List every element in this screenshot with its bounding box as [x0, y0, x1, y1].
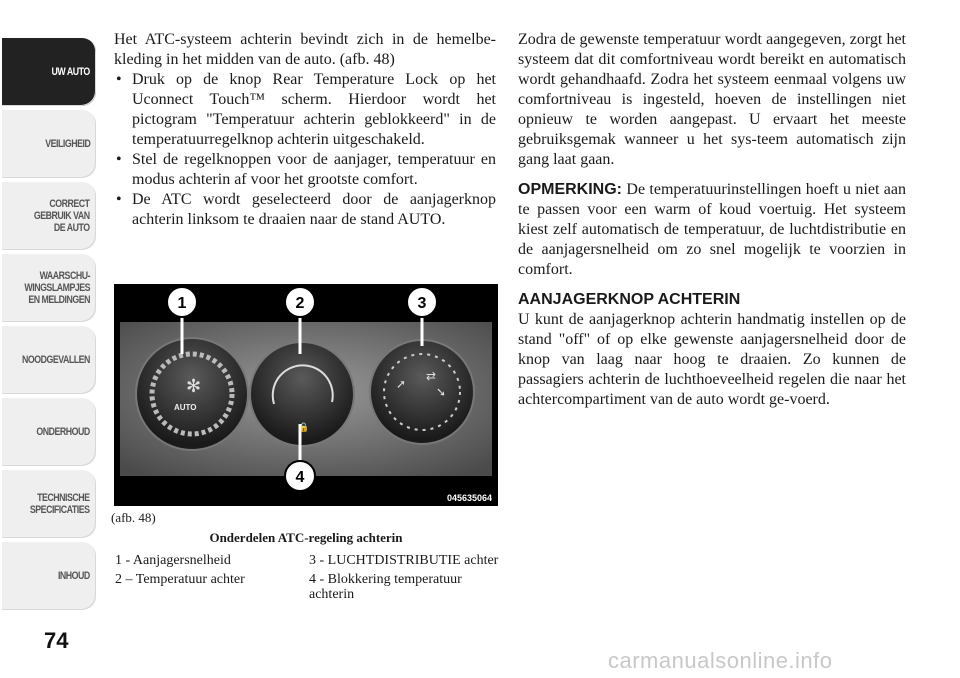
lock-icon: 🔒	[298, 423, 310, 433]
callout-number: 2	[295, 295, 305, 312]
watermark: carmanualsonline.info	[608, 648, 833, 673]
legend-entry: 4 - Blokkering temperatuur achterin	[309, 572, 462, 602]
airflow-icon: ➚	[396, 377, 407, 391]
figure-reference: (afb. 48)	[111, 510, 156, 525]
distribution-knob	[370, 340, 474, 444]
list-item: • Stel de regelknoppen voor de aanjager, temperatuur en modus achterin af voor het grootste comfort.	[114, 150, 496, 190]
tab-technische-specificaties[interactable]	[2, 470, 96, 538]
list-item: • De ATC wordt geselecteerd door de aanjagerknop achterin linksom te draaien naar de stand AUTO.	[114, 190, 496, 230]
tab-onderhoud[interactable]	[2, 398, 96, 466]
note-label: OPMERKING:	[518, 181, 622, 198]
section-heading: AANJAGERKNOP ACHTERIN	[518, 291, 741, 308]
left-column	[114, 30, 496, 230]
tab-label: UW AUTO	[51, 66, 90, 78]
tab-correct-gebruik[interactable]	[2, 182, 96, 250]
note-text: De temperatuurinstellingen hoeft u niet aan te passen voor een warm of koud voertuig. Het systeem kiest zelf automatisch de temperatuur, de luchtdistributie en de aanjagersnelheid om zo snel mogelijk te voorzien in comfort.	[518, 181, 906, 278]
airflow-icon: ⇄	[426, 369, 437, 383]
tab-waarschuwingslampjes[interactable]	[2, 254, 96, 322]
legend-row	[115, 572, 499, 602]
legend-row	[115, 553, 499, 568]
figure-code: 045635064	[446, 493, 492, 503]
tab-label: NOODGEVALLEN	[22, 354, 90, 366]
tab-veiligheid[interactable]	[2, 110, 96, 178]
tab-noodgevallen[interactable]	[2, 326, 96, 394]
right-column	[518, 30, 906, 410]
tab-label: VEILIGHEID	[44, 138, 90, 150]
legend-entry: 1 - Aanjagersnelheid	[115, 553, 231, 568]
legend-entry: 3 - LUCHTDISTRIBUTIE achter	[309, 553, 499, 568]
list-item: • Druk op de knop Rear Temperature Lock op het Uconnect Touch™ scherm. Hierdoor wordt het pictogram "Temperatuur achterin geblokkeerd" in de temperatuurregelknop achterin uitgeschakeld.	[114, 70, 496, 150]
airflow-icon: ➘	[436, 385, 447, 399]
legend-entry: 2 – Temperatuur achter	[115, 572, 245, 587]
fan-icon: ✻	[186, 376, 202, 397]
note-paragraph	[518, 180, 906, 280]
atc-panel-illustration	[114, 284, 498, 506]
auto-label: AUTO	[174, 403, 197, 412]
callout-number: 3	[417, 295, 427, 312]
tab-label: ONDERHOUD	[36, 426, 90, 438]
tab-label: WAARSCHU- WINGSLAMPJES EN MELDINGEN	[24, 270, 90, 306]
tab-uw-auto[interactable]	[2, 38, 96, 106]
tab-label: TECHNISCHE SPECIFICATIES	[30, 492, 90, 516]
body-paragraph: Zodra de gewenste temperatuur wordt aangegeven, zorgt het systeem dat dit comfortniveau wordt bereikt en automatisch wordt gehandhaafd. Zodra het systeem eenmaal volgens uw comfortniveau is ingesteld, hoeven de instellingen niet opnieuw te worden aangepast. U ervaart het meeste gebruiksgemak wanneer u het sys-teem automatisch zijn gang laat gaan.	[518, 31, 906, 168]
tab-label: CORRECT GEBRUIK VAN DE AUTO	[34, 198, 90, 234]
callout-number: 1	[177, 295, 187, 312]
intro-paragraph: Het ATC-systeem achterin bevindt zich in de hemelbe-kleding in het midden van de auto. (afb. 48)	[114, 31, 496, 68]
figure-legend	[115, 553, 499, 606]
instruction-list	[114, 70, 496, 230]
body-paragraph: U kunt de aanjagerknop achterin handmatig instellen op de stand "off" of op elke gewenste aanjagersnelheid door de knop van laag naar hoog te draaien. Zo kunnen de passagiers achterin de luchthoeveelheid regelen die naar het achtercompartiment van de auto wordt ge-voerd.	[518, 311, 906, 408]
tab-inhoud[interactable]	[2, 542, 96, 610]
callout-number: 4	[295, 469, 305, 486]
tab-label: INHOUD	[58, 570, 90, 582]
atc-controls-figure	[114, 284, 498, 506]
figure-caption: Onderdelen ATC-regeling achterin	[209, 530, 403, 545]
page-number: 74	[44, 628, 69, 653]
